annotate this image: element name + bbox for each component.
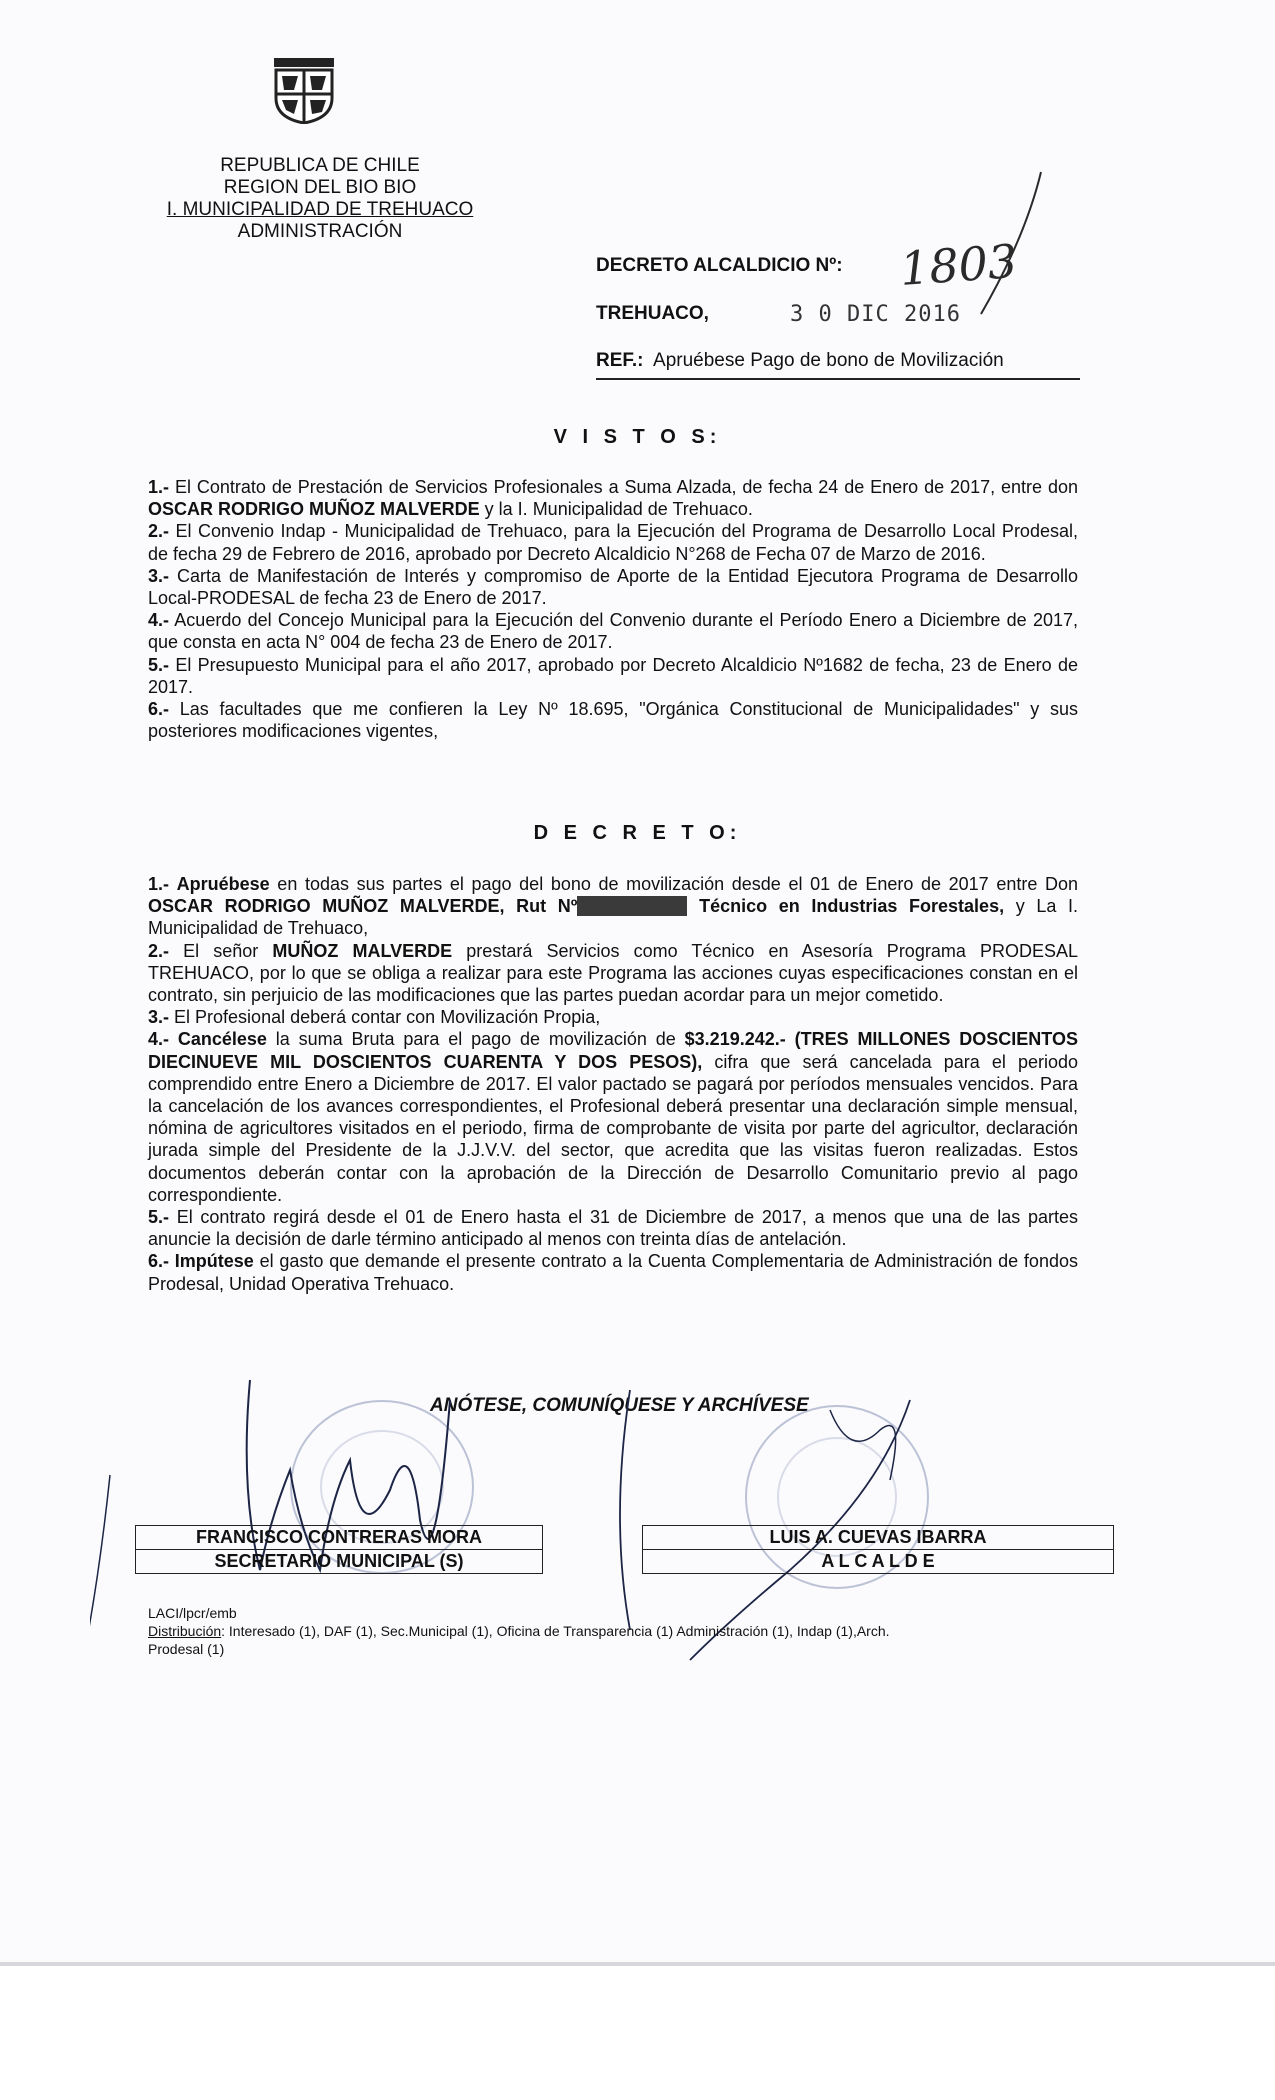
decreto-list (148, 873, 1078, 1295)
decreto-item: 3.- El Profesional deberá contar con Movilización Propia, (148, 1007, 601, 1028)
decreto-title: D E C R E T O: (533, 822, 742, 844)
reference-label: REF.: (596, 350, 644, 371)
vistos-item: 1.- El Contrato de Prestación de Servicios Profesionales a Suma Alzada, de fecha 24 de Enero de 2017, entre don OSCAR RODRIGO MUÑOZ MALVERDE y la I. Municipalidad de Trehuaco. (148, 477, 1078, 520)
secretary-name: FRANCISCO CONTRERAS MORA (135, 1525, 543, 1550)
distribution-label: Distribución (148, 1623, 222, 1639)
closing-formula: ANÓTESE, COMUNÍQUESE Y ARCHÍVESE (430, 1395, 809, 1416)
page-edge (0, 1962, 1275, 1966)
mayor-title: A L C A L D E (642, 1550, 1114, 1574)
decreto-item: 2.- El señor MUÑOZ MALVERDE prestará Servicios como Técnico en Asesoría Programa PRODESAL TREHUACO, por lo que se obliga a realizar para este Programa las acciones cuyas especificaciones constan en el contrato, sin perjuicio de las modificaciones que las partes puedan acordar para un mejor cometido. (148, 940, 1078, 1006)
signature-block-mayor (642, 1525, 1114, 1574)
date-stamp: 3 0 DIC 2016 (790, 302, 961, 327)
reference (596, 350, 1004, 372)
reference-underline (596, 378, 1080, 380)
secretary-title: SECRETARIO MUNICIPAL (S) (135, 1550, 543, 1574)
municipal-crest-icon (270, 58, 338, 124)
vistos-item: 3.- Carta de Manifestación de Interés y compromiso de Aporte de la Entidad Ejecutora Programa de Desarrollo Local-PRODESAL de fecha 23 de Enero de 2017. (148, 565, 1078, 609)
distribution-text-continued: Prodesal (1) (148, 1641, 225, 1657)
vistos-list (148, 476, 1078, 742)
vistos-item: 2.- El Convenio Indap - Municipalidad de Trehuaco, para la Ejecución del Programa de Desarrollo Local Prodesal, de fecha 29 de Febrero de 2016, aprobado por Decreto Alcaldicio N°268 de Fecha 07 de Marzo de 2016. (148, 521, 1078, 564)
footer-initials: LACI/lpcr/emb (148, 1605, 237, 1621)
decreto-item: 4.- Cancélese la suma Bruta para el pago de movilización de $3.219.242.- (TRES MILLONES DOSCIENTOS DIECINUEVE MIL DOSCIENTOS CUARENTA Y DOS PESOS), cifra que será cancelada para el periodo comprendido entre Enero a Diciembre de 2017. El valor pactado se pagará por períodos mensuales vencidos. Para la cancelación de los avances correspondientes, el Profesional deberá presentar una declaración simple mensual, nómina de agricultores visitados en el periodo, firma de comprobante de visita por parte del agricultor, declaración jurada simple del Presidente de la J.J.V.V. del sector, que acredita que las visitas fueron realizadas. Estos documentos deberán contar con la aprobación de la Dirección de Desarrollo Comunitario previo al pago correspondiente. (148, 1029, 1078, 1205)
decreto-item: 6.- Impútese el gasto que demande el presente contrato a la Cuenta Complementaria de Administración de fondos Prodesal, Unidad Operativa Trehuaco. (148, 1251, 1078, 1294)
decree-number-handwritten: 1803 (898, 233, 1019, 297)
distribution-list (148, 1622, 1088, 1640)
header-region: REGION DEL BIO BIO (223, 177, 417, 198)
redacted-rut: 13.793.670-4 (579, 896, 686, 917)
decree-number-label: DECRETO ALCALDICIO Nº: (596, 255, 843, 276)
reference-text: Apruébese Pago de bono de Movilización (653, 350, 1004, 371)
vistos-item: 6.- Las facultades que me confieren la Ley Nº 18.695, "Orgánica Constitucional de Municipalidades" y sus posteriores modificaciones vigentes, (148, 699, 1078, 742)
header-country: REPUBLICA DE CHILE (220, 155, 420, 176)
vistos-item: 4.- Acuerdo del Concejo Municipal para la Ejecución del Convenio durante el Período Enero a Diciembre de 2017, que consta en acta N° 004 de fecha 23 de Enero de 2017. (148, 610, 1078, 653)
place-label: TREHUACO, (596, 303, 709, 324)
decreto-item: 1.- Apruébese en todas sus partes el pago del bono de movilización desde el 01 de Enero de 2017 entre Don OSCAR RODRIGO MUÑOZ MALVERDE, Rut Nº 13.793.670-4 Técnico en Industrias Forestales, y La I. Municipalidad de Trehuaco, (148, 874, 1078, 939)
vistos-title: V I S T O S: (553, 426, 722, 448)
distribution-text: : Interesado (1), DAF (1), Sec.Municipal (1), Oficina de Transparencia (1) Administración (1), Indap (1),Arch. (221, 1623, 890, 1639)
header-department: ADMINISTRACIÓN (237, 221, 403, 242)
signature-block-secretary (135, 1525, 543, 1574)
mayor-name: LUIS A. CUEVAS IBARRA (642, 1525, 1114, 1550)
header-municipality: I. MUNICIPALIDAD DE TREHUACO (166, 199, 474, 220)
decreto-item: 5.- El contrato regirá desde el 01 de Enero hasta el 31 de Diciembre de 2017, a menos que una de las partes anuncie la decisión de darle término anticipado al menos con treinta días de antelación. (148, 1207, 1078, 1250)
handwritten-slash (975, 168, 1045, 318)
vistos-item: 5.- El Presupuesto Municipal para el año 2017, aprobado por Decreto Alcaldicio Nº1682 de fecha, 23 de Enero de 2017. (148, 654, 1078, 697)
